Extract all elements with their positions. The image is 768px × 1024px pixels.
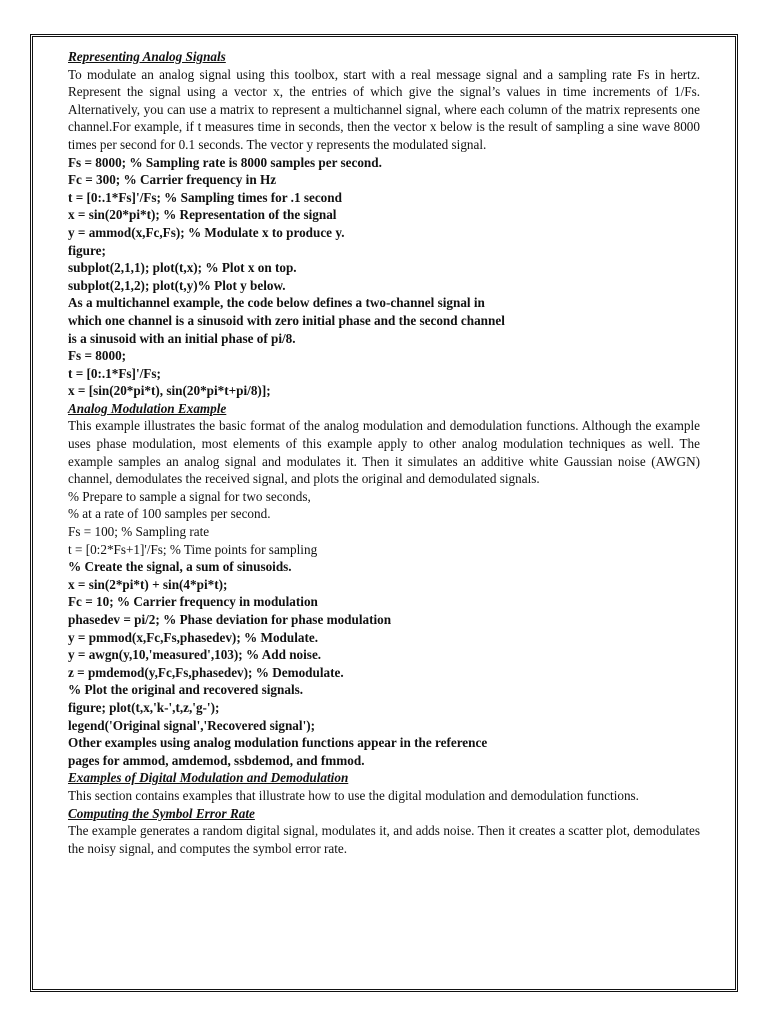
code-line: y = pmmod(x,Fc,Fs,phasedev); % Modulate. (68, 629, 319, 645)
code-line: x = sin(2*pi*t) + sin(4*pi*t); (68, 576, 228, 592)
code-line: t = [0:2*Fs+1]'/Fs; % Time points for sampling (68, 541, 318, 557)
code-line: x = [sin(20*pi*t), sin(20*pi*t+pi/8)]; (68, 383, 271, 399)
code-line: z = pmdemod(y,Fc,Fs,phasedev); % Demodulate. (68, 664, 344, 680)
code-line: legend('Original signal','Recovered signal'); (68, 717, 316, 733)
code-line: subplot(2,1,1); plot(t,x); % Plot x on top. (68, 260, 297, 276)
code-comment-line: % Prepare to sample a signal for two seconds, (68, 488, 311, 504)
code-line: y = ammod(x,Fc,Fs); % Modulate x to produce y. (68, 224, 345, 240)
code-line: Fc = 300; % Carrier frequency in Hz (68, 172, 277, 188)
section-heading-representing-analog-signals: Representing Analog Signals (68, 49, 226, 64)
code-line: Fs = 8000; % Sampling rate is 8000 samples per second. (68, 154, 382, 170)
code-line: Fc = 10; % Carrier frequency in modulation (68, 594, 318, 610)
code-line: figure; (68, 242, 106, 258)
code-line: which one channel is a sinusoid with zero initial phase and the second channel (68, 312, 505, 328)
code-line: t = [0:.1*Fs]'/Fs; (68, 365, 161, 381)
section-heading-symbol-error-rate: Computing the Symbol Error Rate (68, 805, 255, 821)
section-heading-analog-modulation-example: Analog Modulation Example (68, 400, 227, 416)
code-line: subplot(2,1,2); plot(t,y)% Plot y below. (68, 277, 286, 293)
section-paragraph: This section contains examples that illustrate how to use the digital modulation and demodulation functions. (68, 787, 639, 803)
code-line: % Create the signal, a sum of sinusoids. (68, 559, 292, 575)
code-line: Fs = 100; % Sampling rate (68, 524, 210, 540)
code-line: As a multichannel example, the code below defines a two-channel signal in (68, 295, 485, 311)
code-line: figure; plot(t,x,'k-',t,z,'g-'); (68, 699, 220, 715)
section-paragraph: The example generates a random digital signal, modulates it, and adds noise. Then it creates a scatter plot, demodulates the noisy signal, and computes the symbol error rate. (68, 823, 700, 856)
closing-line: pages for ammod, amdemod, ssbdemod, and fmmod. (68, 752, 365, 768)
section-paragraph: To modulate an analog signal using this toolbox, start with a real message signal and a sampling rate Fs in hertz. Represent the signal using a vector x, the entries of which give the signal’s values in time increments of 1/Fs. Alternatively, you can use a matrix to represent a multichannel signal, where each column of the matrix represents one channel.For example, if t measures time in seconds, then the vector x below is the result of sampling a sine wave 8000 times per second for 0.1 seconds. The vector y represents the modulated signal. (68, 66, 700, 152)
code-line: Fs = 8000; (68, 348, 127, 364)
code-line: is a sinusoid with an initial phase of pi/8. (68, 330, 296, 346)
document-body (68, 48, 700, 857)
code-line: t = [0:.1*Fs]'/Fs; % Sampling times for .1 second (68, 189, 342, 205)
code-line: phasedev = pi/2; % Phase deviation for phase modulation (68, 612, 392, 627)
code-line: x = sin(20*pi*t); % Representation of the signal (68, 207, 337, 223)
code-line: % Plot the original and recovered signals. (68, 682, 304, 698)
section-heading-digital-modulation: Examples of Digital Modulation and Demodulation (68, 770, 349, 786)
code-comment-line: % at a rate of 100 samples per second. (68, 506, 271, 522)
section-paragraph: This example illustrates the basic format of the analog modulation and demodulation functions. Although the example uses phase modulation, most elements of this example apply to other analog modulation techniques as well. The example samples an analog signal and modulates it. Then it simulates an additive white Gaussian noise (AWGN) channel, demodulates the received signal, and plots the original and demodulated signals. (68, 418, 700, 487)
code-line: Other examples using analog modulation functions appear in the reference (68, 735, 488, 751)
code-line: y = awgn(y,10,'measured',103); % Add noise. (68, 647, 322, 663)
